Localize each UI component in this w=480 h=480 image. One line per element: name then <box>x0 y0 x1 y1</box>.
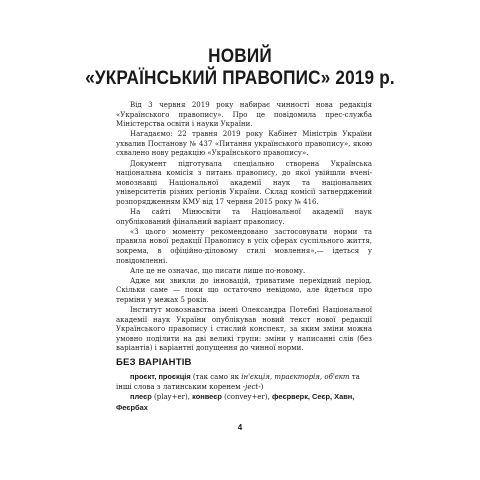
entry-line-2 <box>116 392 372 413</box>
entry-2-paren-b: (convey+er), <box>221 393 273 402</box>
entry-1-text-a: (так само як <box>190 373 242 381</box>
entry-1-examples: ін'єкція, траєкторія, об'єкт <box>241 373 350 381</box>
paragraph-1: Від 3 червня 2019 року набирає чинності нова редакція «Українського правопису». Про це повідомила прес-служба Міністерства освіти і науки України. <box>116 101 372 129</box>
spelling-entries <box>116 372 372 413</box>
entry-2-headword-a: плеєр <box>130 392 152 402</box>
paragraph-5: «З цього моменту рекомендовано застосовувати норми та правила нової редакції Правопису в усіх сферах суспільного життя, зокрема, в офіційно-діловому стилі мовлення»,— ідеться у повідомленні. <box>116 227 372 265</box>
entry-1-root: ject- <box>245 382 261 391</box>
article-body <box>116 101 372 354</box>
title-line-2: «УКРАЇНСЬКИЙ ПРАВОПИС» 2019 р. <box>85 67 395 89</box>
paragraph-8: Інститут мовознавства імені Олександра Потебні Національної академії наук України опублікував новий текст нової редакції Українського правопису і стислий конспект, за яким зміни можна умовно поділити на дві великі групи: зміни у написанні слів (без варіантів) і варіантні допущення до чинної норми. <box>116 305 372 353</box>
title-line-1: НОВИЙ <box>208 45 272 67</box>
page-number: 4 <box>237 423 243 432</box>
entry-1-text-b: та інші слова з латинським коренем - <box>116 373 360 391</box>
entry-2-paren-a: (play+er), <box>151 393 193 402</box>
paragraph-6: Але це не означає, що писати лише по-новому. <box>130 266 306 275</box>
entry-1-headword: проєкт, проєкція <box>130 372 191 381</box>
paragraph-3: Документ підготувала спеціально створена Українська національна комісія з питань правопису, до якої увійшли вчені-мовознавці Національної академії наук та національних університетів різних регіонів України. Склад комісії затверджений розпорядженням КМУ від 17 червня 2015 року № 416. <box>116 159 372 206</box>
entry-2-names: феєрверк, Сеєр, Хавн, Феєрбах <box>116 392 355 412</box>
entry-2-headword-b: конвеєр <box>192 392 222 402</box>
entry-1-text-c: ) <box>260 382 264 391</box>
paragraph-4: На сайті Мінюсвіти та Національної академії наук опублікований фінальний варіант правопису. <box>116 208 372 226</box>
paragraph-2: Нагадаємо: 22 травня 2019 року Кабінет Міністрів України ухвалив Постанову № 437 «Питання українського правопису», якою схвалено нову редакцію «Українського правопису». <box>116 130 372 158</box>
entry-line-1 <box>116 372 372 392</box>
section-heading: БЕЗ ВАРІАНТІВ <box>116 357 192 368</box>
paragraph-7: Адже ми звикли до інновацій, триватиме перехідний період. Скільки саме — поки що остаточно невідомо, але йдеться про терміни у межах 5 років. <box>116 276 372 304</box>
